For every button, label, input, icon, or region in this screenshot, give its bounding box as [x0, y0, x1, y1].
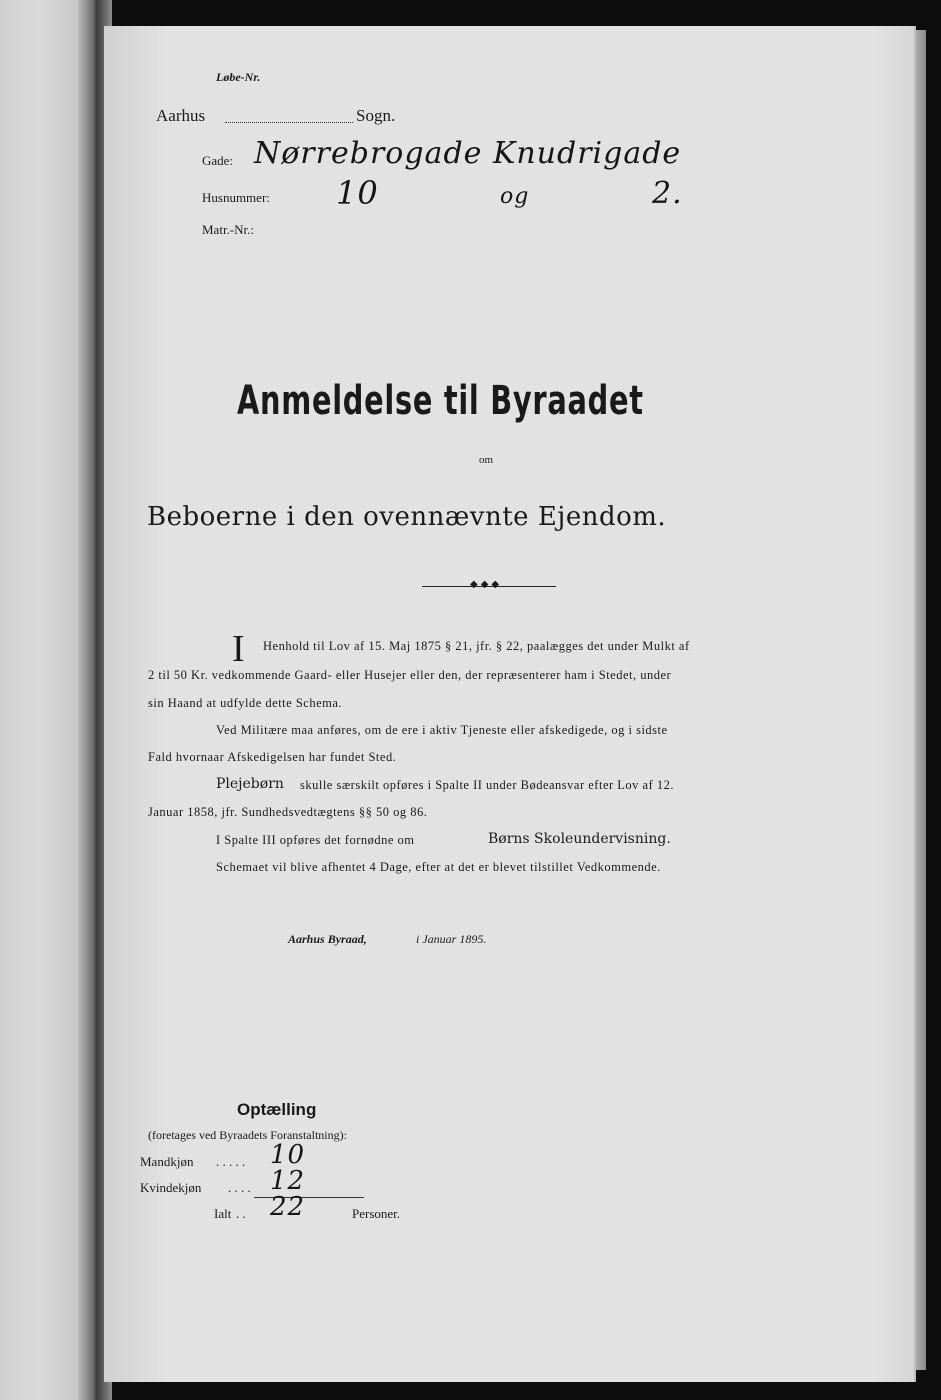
- female-label: Kvindekjøn: [140, 1180, 202, 1195]
- husnummer-og: og: [500, 184, 530, 209]
- gade-handwritten-value: Nørrebrogade Knudrigade: [254, 136, 682, 171]
- foster-line-1: skulle særskilt opføres i Spalte II under Bødeansvar efter Lov af 12.: [300, 778, 674, 792]
- document-subtitle: Beboerne i den ovennævnte Ejendom.: [147, 502, 667, 532]
- city-label: Aarhus: [156, 106, 206, 125]
- school-term: Børns Skoleundervisning.: [488, 831, 671, 847]
- collection-line: Schemaet vil blive afhentet 4 Dage, efter at det er blevet tilstillet Vedkommende.: [216, 860, 661, 874]
- male-value: 10: [270, 1140, 306, 1170]
- instructions-initial: I: [232, 628, 245, 670]
- title-om: om: [479, 454, 494, 466]
- total-label: Ialt: [214, 1206, 232, 1221]
- foster-line-2: Januar 1858, jfr. Sundhedsvedtægtens §§ 50 og 86.: [148, 805, 428, 819]
- male-dots: . . . . .: [216, 1154, 246, 1169]
- foster-children-term: Plejebørn: [216, 776, 284, 792]
- military-line-2: Fald hvornaar Afskedigelsen har fundet Sted.: [148, 750, 397, 764]
- military-line-1: Ved Militære maa anføres, om de ere i aktiv Tjeneste eller afskedigede, og i sidste: [216, 723, 668, 737]
- female-dots: . . . .: [228, 1180, 251, 1195]
- husnummer-value-1: 10: [336, 174, 379, 212]
- ornament-diamonds: ◆◆◆: [470, 579, 503, 590]
- male-label: Mandkjøn: [140, 1154, 194, 1169]
- count-heading: Optælling: [237, 1100, 317, 1119]
- instructions-line-2: 2 til 50 Kr. vedkommende Gaard- eller Husejer eller den, der repræsenterer ham i Stedet, under: [148, 668, 672, 682]
- matr-nr-label: Matr.-Nr.:: [202, 222, 254, 237]
- document-title: Anmeldelse til Byraadet: [237, 378, 644, 424]
- count-note: (foretages ved Byraadets Foranstaltning):: [148, 1128, 347, 1142]
- husnummer-value-2: 2.: [652, 176, 683, 211]
- sogn-label: Sogn.: [356, 106, 396, 125]
- instructions-line-1: Henhold til Lov af 15. Maj 1875 § 21, jfr. § 22, paalægges det under Mulkt af: [263, 639, 690, 653]
- lobe-nr-label: Løbe-Nr.: [216, 70, 261, 84]
- gade-label: Gade:: [202, 153, 234, 168]
- total-dots: . .: [236, 1206, 246, 1221]
- total-value: 22: [270, 1192, 306, 1222]
- female-value: 12: [270, 1166, 306, 1196]
- signature-org: Aarhus Byraad,: [288, 932, 367, 946]
- husnummer-label: Husnummer:: [202, 190, 270, 205]
- persons-label: Personer.: [352, 1206, 401, 1221]
- signature-date: i Januar 1895.: [416, 932, 487, 946]
- city-fill-line: [225, 122, 353, 123]
- page-edge: [912, 30, 926, 1370]
- instructions-line-3: sin Haand at udfylde dette Schema.: [148, 696, 343, 710]
- school-line-start: I Spalte III opføres det fornødne om: [216, 833, 415, 847]
- census-form-page: [104, 26, 914, 1382]
